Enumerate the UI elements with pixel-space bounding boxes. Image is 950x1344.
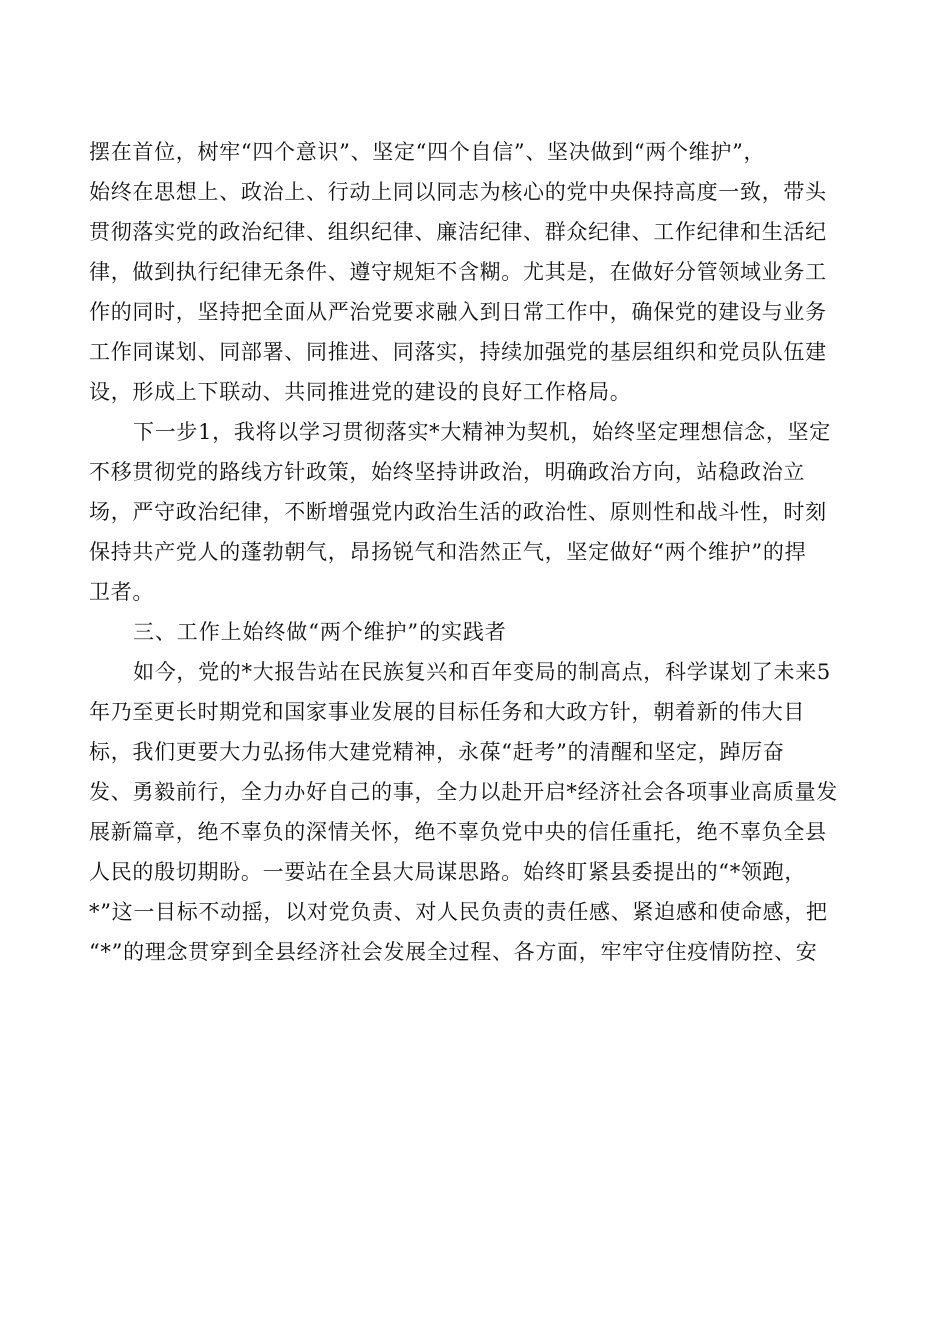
paragraph-line-3: 贯彻落实党的政治纪律、组织纪律、廉洁纪律、群众纪律、工作纪律和生活纪 bbox=[89, 220, 827, 244]
document-body bbox=[89, 132, 869, 972]
paragraph-line-4: 律，做到执行纪律无条件、遵守规矩不含糊。尤其是，在做好分管领域业务工 bbox=[89, 260, 827, 284]
paragraph-line-17: 发、勇毅前行，全力办好自己的事，全力以赴开启*经济社会各项事业高质量发 bbox=[89, 780, 838, 804]
paragraph-line-5: 作的同时，坚持把全面从严治党要求融入到日常工作中，确保党的建设与业务 bbox=[89, 300, 827, 324]
paragraph-line-16: 标，我们更要大力弘扬伟大建党精神，永葆“赶考”的清醒和坚定，踔厉奋 bbox=[89, 740, 785, 764]
paragraph-line-12: 卫者。 bbox=[89, 580, 155, 604]
paragraph-line-15: 年乃至更长时期党和国家事业发展的目标任务和大政方针，朝着新的伟大目 bbox=[89, 700, 806, 724]
paragraph-line-14: 如今，党的*大报告站在民族复兴和百年变局的制高点，科学谋划了未来5 bbox=[133, 660, 831, 684]
paragraph-line-1: 摆在首位，树牢“四个意识”、坚定“四个自信”、坚决做到“两个维护”， bbox=[89, 140, 766, 164]
section-heading: 三、工作上始终做“两个维护”的实践者 bbox=[133, 620, 507, 644]
paragraph-line-11: 保持共产党人的蓬勃朝气，昂扬锐气和浩然正气，坚定做好“两个维护”的捍 bbox=[89, 540, 807, 564]
paragraph-line-2: 始终在思想上、政治上、行动上同以同志为核心的党中央保持高度一致，带头 bbox=[89, 180, 827, 204]
paragraph-line-21: “*”的理念贯穿到全县经济社会发展全过程、各方面，牢牢守住疫情防控、安 bbox=[89, 940, 818, 964]
paragraph-line-19: 人民的殷切期盼。一要站在全县大局谋思路。始终盯紧县委提出的“*领跑， bbox=[89, 860, 807, 884]
paragraph-line-9: 不移贯彻党的路线方针政策，始终坚持讲政治，明确政治方向，站稳政治立 bbox=[89, 460, 806, 484]
paragraph-line-7: 设，形成上下联动、共同推进党的建设的良好工作格局。 bbox=[89, 380, 632, 404]
paragraph-line-8: 下一步1，我将以学习贯彻落实*大精神为契机，始终坚定理想信念，坚定 bbox=[133, 420, 831, 444]
paragraph-line-10: 场，严守政治纪律，不断增强党内政治生活的政治性、原则性和战斗性，时刻 bbox=[89, 500, 827, 524]
paragraph-line-18: 展新篇章，绝不辜负的深情关怀，绝不辜负党中央的信任重托，绝不辜负全县 bbox=[89, 820, 827, 844]
paragraph-line-20: *”这一目标不动摇，以对党负责、对人民负责的责任感、紧迫感和使命感，把 bbox=[89, 900, 828, 924]
paragraph-line-6: 工作同谋划、同部署、同推进、同落实，持续加强党的基层组织和党员队伍建 bbox=[89, 340, 827, 364]
